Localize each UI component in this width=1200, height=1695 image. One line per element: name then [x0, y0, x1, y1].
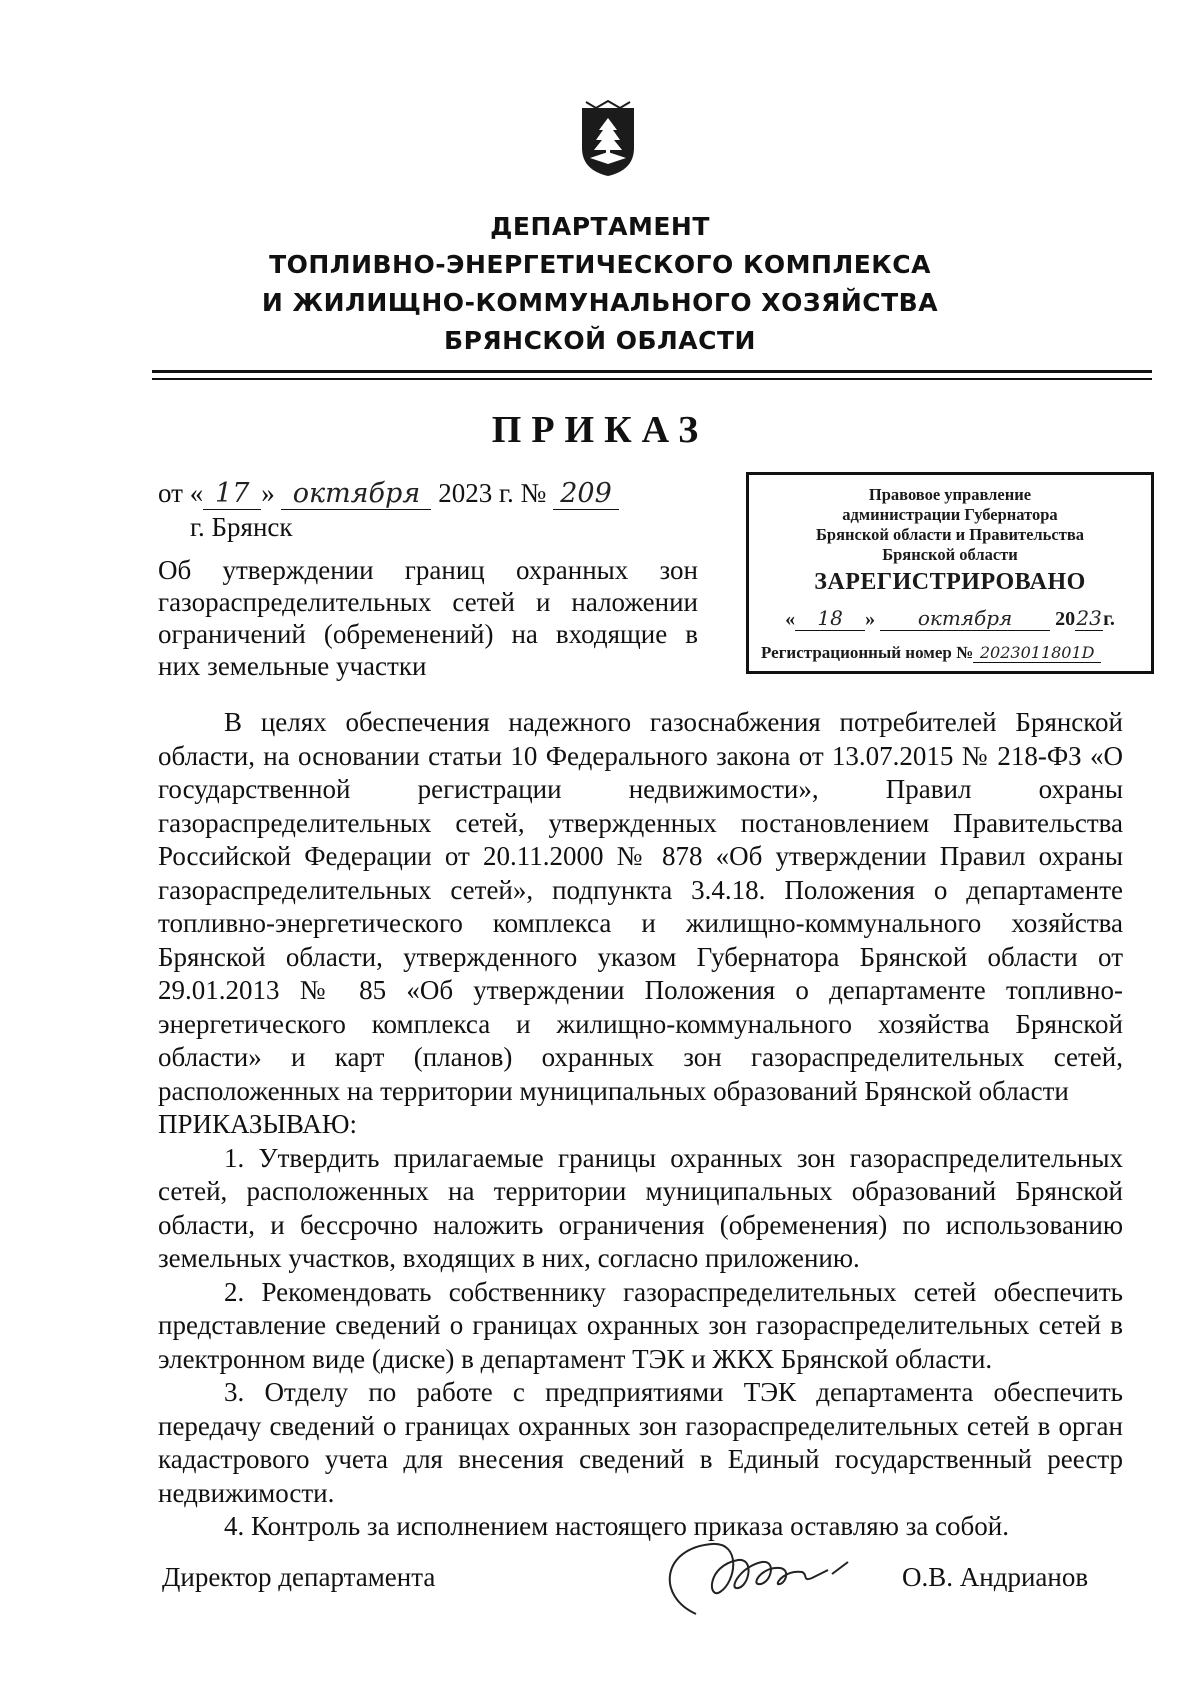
order-number: 209: [553, 478, 619, 510]
order-year: 2023 г.: [438, 478, 514, 508]
order-month: октября: [281, 478, 431, 510]
stamp-year-prefix: 20: [1055, 608, 1076, 630]
order-body: [158, 706, 1123, 1544]
stamp-line-2: администрации Губернатора: [842, 505, 1058, 524]
order-number-label: №: [520, 478, 547, 508]
order-date-number: [158, 478, 619, 510]
order-item-3: 3. Отделу по работе с предприятиями ТЭК департамента обеспечить передачу сведений о границах охранных зон газораспределительных сетей в орган кадастрового учета для внесения сведений в Единый государственный реестр недвижимости.: [158, 1377, 1123, 1508]
stamp-line-1: Правовое управление: [868, 485, 1032, 504]
order-date-prefix: от «: [158, 478, 204, 508]
handwritten-signature: [652, 1526, 892, 1626]
stamp-year-unit: г.: [1103, 608, 1115, 630]
stamp-reg-label: Регистрационный номер №: [761, 643, 974, 662]
order-item-2: 2. Рекомендовать собственнику газораспределительных сетей обеспечить представление сведений о границах охранных зон газораспределительных сетей в электронном виде (диске) в департамент ТЭК и ЖКХ Брянской области.: [158, 1276, 1123, 1374]
order-day: 17: [203, 478, 261, 510]
header-divider-thick: [152, 370, 1152, 373]
stamp-reg-row: [749, 643, 1151, 663]
stamp-quote-close: »: [865, 608, 876, 630]
order-date-mid: »: [261, 478, 275, 508]
dept-line-3: И ЖИЛИЩНО-КОММУНАЛЬНОГО ХОЗЯЙСТВА: [261, 288, 939, 317]
department-header: [0, 208, 1200, 360]
registration-stamp: [746, 472, 1154, 674]
dept-line-2: ТОПЛИВНО-ЭНЕРГЕТИЧЕСКОГО КОМПЛЕКСА: [269, 250, 931, 279]
coat-of-arms-emblem: [578, 100, 638, 178]
stamp-authority: [749, 485, 1151, 565]
signatory-position: Директор департамента: [162, 1562, 436, 1592]
stamp-line-4: Брянской области: [882, 545, 1018, 564]
order-item-4: 4. Контроль за исполнением настоящего приказа оставляю за собой.: [224, 1511, 1009, 1541]
stamp-year: 23: [1076, 606, 1102, 630]
signatory-name: О.В. Андрианов: [902, 1562, 1089, 1592]
document-title: ПРИКАЗ: [491, 409, 709, 451]
stamp-day: 18: [795, 606, 865, 631]
stamp-date: [749, 606, 1151, 631]
order-subject: Об утверждении границ охранных зон газораспределительных сетей и наложении ограничений (обременений) на входящие в них земельные участки: [158, 555, 698, 681]
dept-line-1: ДЕПАРТАМЕНТ: [490, 212, 710, 241]
dept-line-4: БРЯНСКОЙ ОБЛАСТИ: [444, 326, 756, 355]
stamp-reg-number: 2023011801D: [973, 643, 1101, 663]
preamble-paragraph: В целях обеспечения надежного газоснабжения потребителей Брянской области, на основании статьи 10 Федерального закона от 13.07.2015 № 218-ФЗ «О государственной регистрации недвижимости», Правил охраны газораспределительных сетей, утвержденных постановлением Правительства Российской Федерации от 20.11.2000 № 878 «Об утверждении Правил охраны газораспределительных сетей», подпункта 3.4.18. Положения о департаменте топливно-энергетического комплекса и жилищно-коммунального хозяйства Брянской области, утвержденного указом Губернатора Брянской области от 29.01.2013 № 85 «Об утверждении Положения о департаменте топливно-энергетического комплекса и жилищно-коммунального хозяйства Брянской области» и карт (планов) охранных зон газораспределительных сетей, расположенных на территории муниципальных образований Брянской области: [158, 707, 1123, 1106]
stamp-quote-open: «: [785, 608, 796, 630]
stamp-line-3: Брянской области и Правительства: [816, 525, 1084, 544]
header-divider-thin: [152, 378, 1152, 380]
stamp-registered: ЗАРЕГИСТРИРОВАНО: [814, 569, 1086, 595]
order-item-1: 1. Утвердить прилагаемые границы охранных зон газораспределительных сетей, расположенных на территории муниципальных образований Брянской области, и бессрочно наложить ограничения (обременения) по использованию земельных участков, входящих в них, согласно приложению.: [158, 1142, 1123, 1273]
stamp-month: октября: [880, 606, 1050, 631]
order-word: ПРИКАЗЫВАЮ:: [158, 1109, 357, 1139]
order-city: г. Брянск: [190, 512, 293, 542]
